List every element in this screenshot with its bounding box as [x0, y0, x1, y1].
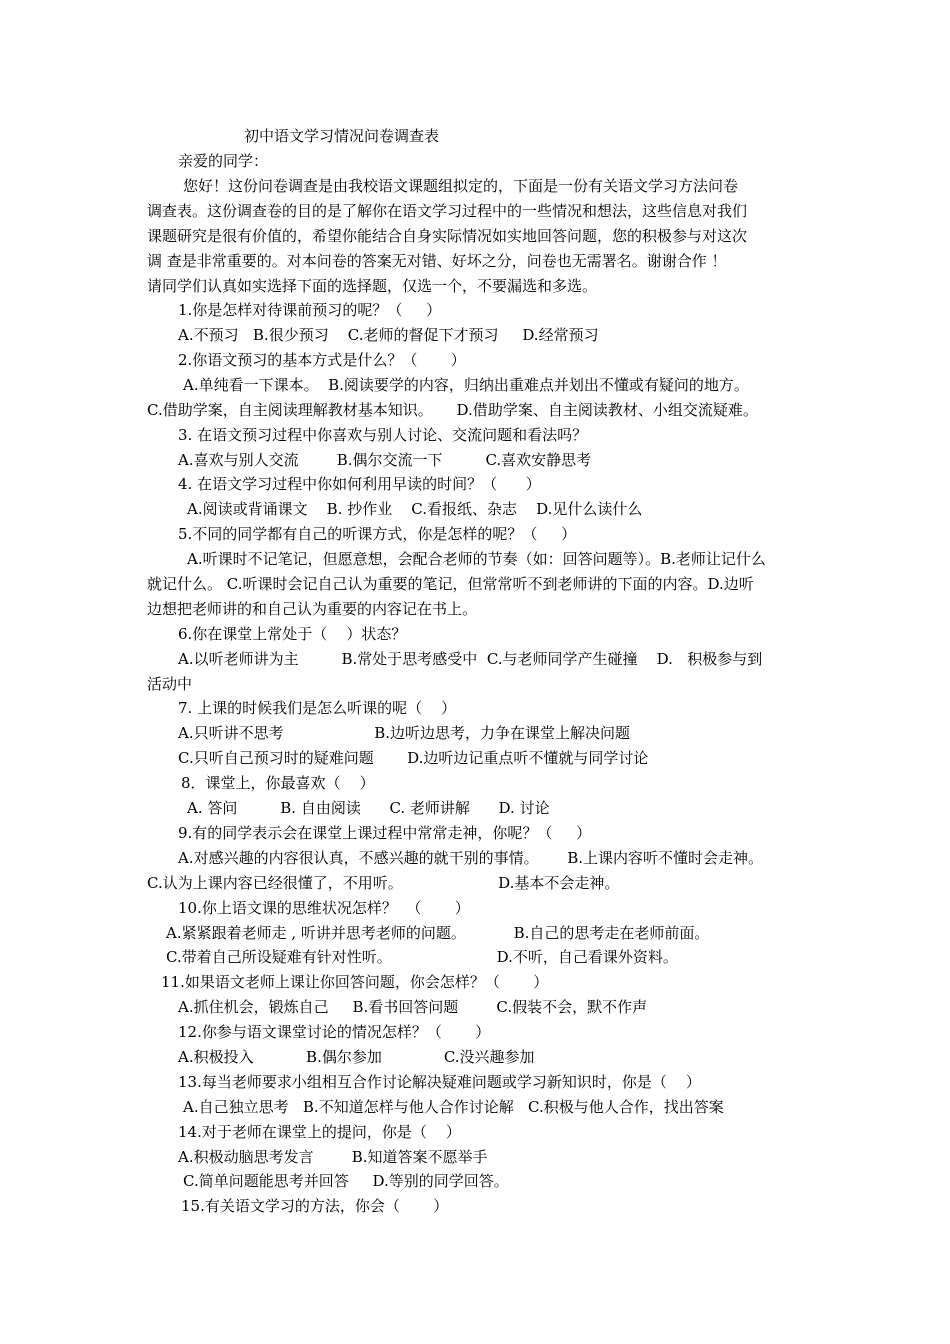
intro-line: 请同学们认真如实选择下面的选择题，仅选一个，不要漏选和多选。	[147, 277, 598, 295]
question-3: 3. 在语文预习过程中你喜欢与别人讨论、交流问题和看法吗？	[178, 426, 588, 444]
intro-line: 您好！这份问卷调查是由我校语文课题组拟定的，下面是一份有关语文学习方法问卷	[183, 177, 739, 195]
question-15: 15.有关语文学习的方法，你会（ ）	[181, 1197, 449, 1215]
question-12: 12.你参与语文课堂讨论的情况怎样？（ ）	[178, 1023, 491, 1041]
question-5-options: 就记什么。 C.听课时会记自己认为重要的笔记，但常常听不到老师讲的下面的内容。D.边听	[147, 575, 754, 593]
intro-line: 调 查是非常重要的。对本问卷的答案无对错、好坏之分，问卷也无需署名。谢谢合作 ！	[147, 252, 727, 270]
question-5-options: A.听课时不记笔记，但愿意想，会配合老师的节奏（如：回答问题等）。B.老师让记什么	[187, 550, 766, 568]
question-3-options: A.喜欢与别人交流 B.偶尔交流一下 C.喜欢安静思考	[178, 451, 592, 469]
question-11-options: A.抓住机会，锻炼自己 B.看书回答问题 C.假装不会，默不作声	[178, 998, 648, 1016]
question-7-options: A.只听讲不思考 B.边听边思考，力争在课堂上解决问题	[178, 724, 630, 742]
question-2: 2.你语文预习的基本方式是什么？（ ）	[178, 351, 466, 369]
question-8: 8．课堂上，你最喜欢（ ）	[181, 774, 375, 792]
document-title: 初中语文学习情况问卷调查表	[244, 127, 440, 145]
question-13-options: A.自己独立思考 B.不知道怎样与他人合作讨论解 C.积极与他人合作，找出答案	[183, 1098, 724, 1116]
question-10-options: A.紧紧跟着老师走 , 听讲并思考老师的问题。 B.自己的思考走在老师前面。	[166, 924, 710, 942]
question-9-options: A.对感兴趣的内容很认真，不感兴趣的就干别的事情。 B.上课内容听不懂时会走神。	[178, 849, 764, 867]
question-12-options: A.积极投入 B.偶尔参加 C.没兴趣参加	[178, 1048, 535, 1066]
question-7-options: C.只听自己预习时的疑难问题 D.边听边记重点听不懂就与同学讨论	[178, 749, 649, 767]
question-4: 4. 在语文学习过程中你如何利用早读的时间？（ ）	[178, 475, 541, 493]
question-7: 7. 上课的时候我们是怎么听课的呢（ ）	[178, 699, 457, 717]
question-8-options: A. 答问 B. 自由阅读 C. 老师讲解 D. 讨论	[187, 799, 550, 817]
question-9: 9.有的同学表示会在课堂上课过程中常常走神，你呢？（ ）	[178, 824, 592, 842]
question-6: 6.你在课堂上常处于（ ）状态？	[178, 625, 407, 643]
question-6-options: 活动中	[147, 675, 193, 693]
question-10: 10.你上语文课的思维状况怎样？ （ ）	[178, 899, 470, 917]
intro-line: 课题研究是很有价值的，希望你能结合自身实际情况如实地回答问题，您的积极参与对这次	[147, 227, 748, 245]
question-13: 13.每当老师要求小组相互合作讨论解决疑难问题或学习新知识时，你是（ ）	[178, 1073, 701, 1091]
question-9-options: C.认为上课内容已经很懂了，不用听。 D.基本不会走神。	[147, 874, 620, 892]
question-5: 5.不同的同学都有自己的听课方式，你是怎样的呢？（ ）	[178, 525, 577, 543]
question-1: 1.你是怎样对待课前预习的呢？（ ）	[178, 301, 442, 319]
question-10-options: C.带着自己所设疑难有针对性听。 D.不听，自己看课外资料。	[166, 948, 678, 966]
question-14: 14.对于老师在课堂上的提问，你是（ ）	[178, 1123, 461, 1141]
question-14-options: A.积极动脑思考发言 B.知道答案不愿举手	[178, 1148, 488, 1166]
question-11: 11.如果语文老师上课让你回答问题，你会怎样？（ ）	[161, 973, 549, 991]
question-4-options: A.阅读或背诵课文 B. 抄作业 C.看报纸、杂志 D.见什么读什么	[187, 500, 643, 518]
question-5-options: 边想把老师讲的和自己认为重要的内容记在书上。	[147, 600, 478, 618]
question-2-options: C.借助学案，自主阅读理解教材基本知识。 D.借助学案、自主阅读教材、小组交流疑难。	[147, 401, 758, 419]
question-1-options: A.不预习 B.很少预习 C.老师的督促下才预习 D.经常预习	[178, 326, 599, 344]
question-2-options: A.单纯看一下课本。 B.阅读要学的内容，归纳出重难点并划出不懂或有疑问的地方。	[183, 376, 749, 394]
greeting: 亲爱的同学：	[178, 152, 269, 170]
question-6-options: A.以听老师讲为主 B.常处于思考感受中 C.与老师同学产生碰撞 D. 积极参与到	[178, 650, 763, 668]
intro-line: 调查表。这份调查卷的目的是了解你在语文学习过程中的一些情况和想法，这些信息对我们	[147, 202, 748, 220]
question-14-options: C.简单问题能思考并回答 D.等别的同学回答。	[183, 1172, 509, 1190]
